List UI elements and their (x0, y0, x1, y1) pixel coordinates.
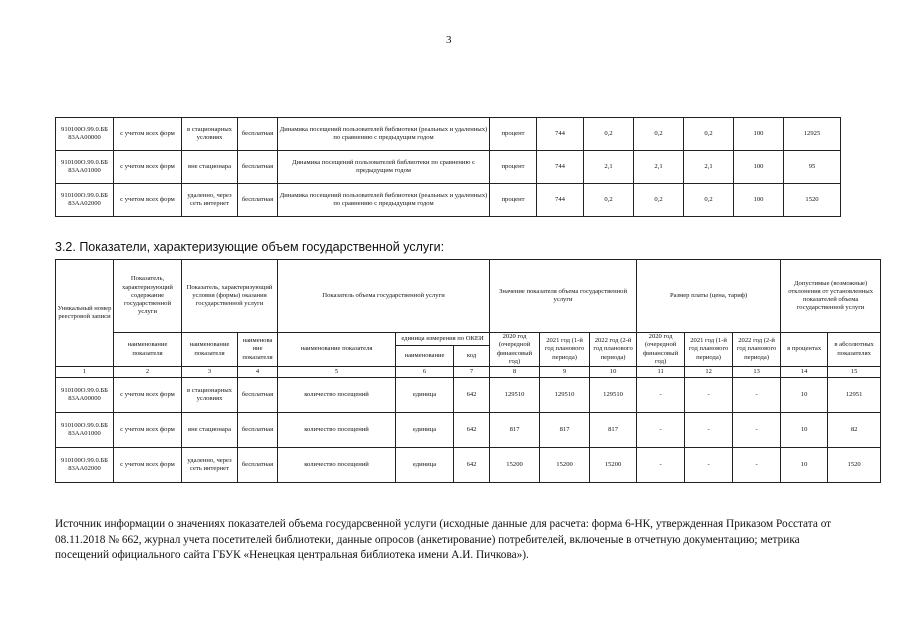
value-2022-cell: 817 (590, 413, 637, 448)
value-2022-cell: 2,1 (684, 151, 734, 184)
fee-cell: бесплатная (238, 118, 278, 151)
fee-2020-cell: - (637, 413, 685, 448)
unit-cell: процент (490, 184, 537, 217)
deviation-percent-cell: 10 (781, 413, 828, 448)
indicator-cell: количество посещений (278, 448, 396, 483)
value-2021-cell: 15200 (540, 448, 590, 483)
header-content-indicator: Показатель, характеризующий содержание государственной услуги (114, 260, 182, 333)
header-name-indicator: наименование показателя (114, 333, 182, 367)
table-row (56, 448, 881, 483)
registry-code-cell: 910100О.99.0.ББ 83АА02000 (56, 184, 114, 217)
table-row (56, 118, 841, 151)
content-cell: с учетом всех форм (114, 448, 182, 483)
okei-code-cell: 642 (454, 378, 490, 413)
content-cell: с учетом всех форм (114, 184, 182, 217)
column-number: 6 (396, 367, 454, 378)
fee-cell: бесплатная (238, 413, 278, 448)
condition-cell: удаленно, через сеть интернет (182, 448, 238, 483)
okei-code-cell: 642 (454, 448, 490, 483)
okei-code-cell: 744 (537, 184, 584, 217)
indicator-cell: количество посещений (278, 413, 396, 448)
header-volume-indicator: Показатель объема государственной услуги (278, 260, 490, 333)
value-2020-cell: 0,2 (584, 118, 634, 151)
header-year-2022: 2022 год (2-й год планового периода) (590, 333, 637, 367)
header-okei-code: код (454, 346, 490, 367)
condition-cell: в стационарных условиях (182, 118, 238, 151)
header-name-indicator: наименование показателя (182, 333, 238, 367)
value-2021-cell: 0,2 (634, 118, 684, 151)
fee-2022-cell: - (733, 378, 781, 413)
value-2020-cell: 15200 (490, 448, 540, 483)
table-row (56, 151, 841, 184)
column-number: 2 (114, 367, 182, 378)
unit-cell: процент (490, 118, 537, 151)
table-row (56, 413, 881, 448)
value-2021-cell: 0,2 (634, 184, 684, 217)
fee-2020-cell: - (637, 448, 685, 483)
header-name-indicator: наименова ние показателя (238, 333, 278, 367)
registry-code-cell: 910100О.99.0.ББ 83АА00000 (56, 118, 114, 151)
fee-cell: бесплатная (238, 378, 278, 413)
indicator-cell: Динамика посещений пользователей библиотеки (реальных и удаленных) по сравнению с предыдущим годом (278, 184, 490, 217)
content-cell: с учетом всех форм (114, 413, 182, 448)
column-number: 7 (454, 367, 490, 378)
value-2021-cell: 129510 (540, 378, 590, 413)
deviation-percent-cell: 100 (734, 118, 784, 151)
fee-2022-cell: - (733, 413, 781, 448)
header-in-absolute: в абсолютных показателях (828, 333, 881, 367)
header-fee-size: Размер платы (цена, тариф) (637, 260, 781, 333)
deviation-absolute-cell: 1520 (828, 448, 881, 483)
fee-cell: бесплатная (238, 184, 278, 217)
value-2020-cell: 2,1 (584, 151, 634, 184)
registry-code-cell: 910100О.99.0.ББ 83АА00000 (56, 378, 114, 413)
value-2021-cell: 2,1 (634, 151, 684, 184)
unit-cell: единица (396, 378, 454, 413)
fee-2021-cell: - (685, 448, 733, 483)
page-number: 3 (446, 34, 452, 46)
deviation-percent-cell: 10 (781, 378, 828, 413)
header-year-2021: 2021 год (1-й год планового периода) (540, 333, 590, 367)
quality-indicators-table (55, 117, 841, 217)
fee-2021-cell: - (685, 378, 733, 413)
condition-cell: вне стационара (182, 151, 238, 184)
value-2020-cell: 817 (490, 413, 540, 448)
value-2022-cell: 0,2 (684, 118, 734, 151)
column-number: 5 (278, 367, 396, 378)
deviation-absolute-cell: 12951 (828, 378, 881, 413)
okei-code-cell: 642 (454, 413, 490, 448)
indicator-cell: Динамика посещений пользователей библиотеки (реальных и удаленных) по сравнению с предыдущим годом (278, 118, 490, 151)
deviation-absolute-cell: 1520 (784, 184, 841, 217)
okei-code-cell: 744 (537, 151, 584, 184)
column-number: 11 (637, 367, 685, 378)
header-deviations: Допустимые (возможные) отклонения от установленных показателей объема государственной услуги (781, 260, 881, 333)
registry-code-cell: 910100О.99.0.ББ 83АА02000 (56, 448, 114, 483)
column-number: 4 (238, 367, 278, 378)
indicator-cell: Динамика посещений пользователей библиотеки по сравнению с предыдущим годом (278, 151, 490, 184)
deviation-absolute-cell: 82 (828, 413, 881, 448)
header-volume-name: наименование показателя (278, 333, 396, 367)
value-2022-cell: 15200 (590, 448, 637, 483)
header-fee-2020: 2020 год (очередной финансовый год) (637, 333, 685, 367)
source-note: Источник информации о значениях показателей объема государсвенной услуги (исходные данные для расчета: форма 6-НК, утвержденная Приказом Росстата от 08.11.2018 № 662, журнал учета посетителей библиотеки, данные опросов (анкетирование) потребителей, включеные в отчетную документацию; метрика посещений официального сайта ГБУК «Ненецкая центральная библиотека имени А.И. Пичкова»). (55, 518, 832, 561)
registry-code-cell: 910100О.99.0.ББ 83АА01000 (56, 151, 114, 184)
deviation-percent-cell: 10 (781, 448, 828, 483)
header-conditions-indicator: Показатель, характеризующий условия (формы) оказания государственной услуги (182, 260, 278, 333)
condition-cell: удаленно, через сеть интернет (182, 184, 238, 217)
header-okei-name: наименование (396, 346, 454, 367)
content-cell: с учетом всех форм (114, 118, 182, 151)
fee-2022-cell: - (733, 448, 781, 483)
column-number: 3 (182, 367, 238, 378)
deviation-percent-cell: 100 (734, 184, 784, 217)
unit-cell: единица (396, 448, 454, 483)
deviation-absolute-cell: 95 (784, 151, 841, 184)
header-fee-2022: 2022 год (2-й год планового периода) (733, 333, 781, 367)
fee-cell: бесплатная (238, 151, 278, 184)
table-row (56, 184, 841, 217)
column-number: 15 (828, 367, 881, 378)
condition-cell: вне стационара (182, 413, 238, 448)
value-2022-cell: 129510 (590, 378, 637, 413)
table-row (56, 378, 881, 413)
header-year-2020: 2020 год (очередной финансовый год) (490, 333, 540, 367)
okei-code-cell: 744 (537, 118, 584, 151)
column-number: 9 (540, 367, 590, 378)
column-numbers-row (56, 367, 881, 378)
value-2020-cell: 129510 (490, 378, 540, 413)
value-2021-cell: 817 (540, 413, 590, 448)
header-volume-value: Значение показателя объема государственной услуги (490, 260, 637, 333)
column-number: 10 (590, 367, 637, 378)
indicator-cell: количество посещений (278, 378, 396, 413)
unit-cell: единица (396, 413, 454, 448)
registry-code-cell: 910100О.99.0.ББ 83АА01000 (56, 413, 114, 448)
fee-2020-cell: - (637, 378, 685, 413)
header-fee-2021: 2021 год (1-й год планового периода) (685, 333, 733, 367)
fee-2021-cell: - (685, 413, 733, 448)
header-unique-number: Уникальный номер реестровой записи (56, 260, 114, 367)
condition-cell: в стационарных условиях (182, 378, 238, 413)
value-2020-cell: 0,2 (584, 184, 634, 217)
column-number: 8 (490, 367, 540, 378)
volume-indicators-table (55, 259, 881, 483)
section-heading: 3.2. Показатели, характеризующие объем государственной услуги: (55, 240, 445, 254)
column-number: 14 (781, 367, 828, 378)
header-in-percent: в процентах (781, 333, 828, 367)
column-number: 13 (733, 367, 781, 378)
deviation-absolute-cell: 12925 (784, 118, 841, 151)
unit-cell: процент (490, 151, 537, 184)
header-okei-unit: единица измерения по ОКЕИ (396, 333, 490, 346)
value-2022-cell: 0,2 (684, 184, 734, 217)
content-cell: с учетом всех форм (114, 378, 182, 413)
content-cell: с учетом всех форм (114, 151, 182, 184)
fee-cell: бесплатная (238, 448, 278, 483)
column-number: 12 (685, 367, 733, 378)
deviation-percent-cell: 100 (734, 151, 784, 184)
column-number: 1 (56, 367, 114, 378)
